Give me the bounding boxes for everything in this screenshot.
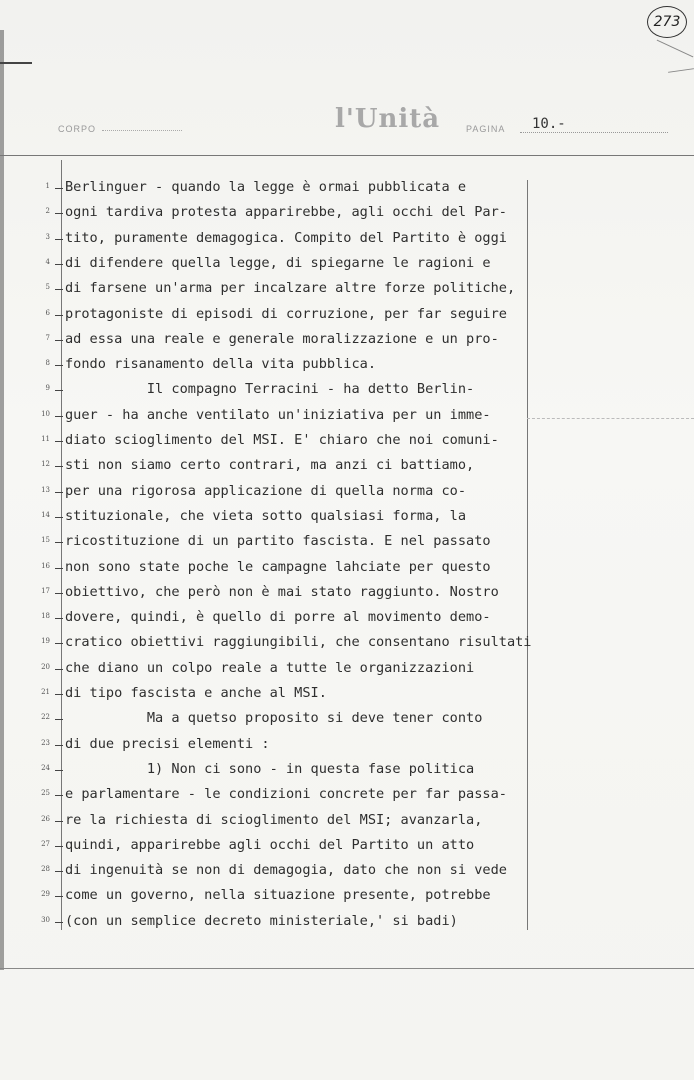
header-pagina-dotted-line: [520, 132, 668, 133]
text-line: [0, 532, 694, 554]
line-text: di ingenuità se non di demagogia, dato che non si vede: [65, 862, 507, 879]
line-text: (con un semplice decreto ministeriale,' si badi): [65, 912, 458, 929]
line-tick: [55, 213, 63, 214]
line-tick: [55, 390, 63, 391]
line-number: 1: [45, 182, 50, 190]
text-line: [0, 456, 694, 478]
line-text: 1) Non ci sono - in questa fase politica: [65, 760, 475, 777]
newspaper-masthead: l'Unità: [335, 104, 441, 134]
text-line: [0, 861, 694, 883]
line-text: ad essa una reale e generale moralizzazione e un pro-: [65, 330, 499, 347]
text-line: [0, 684, 694, 706]
text-line: [0, 583, 694, 605]
line-text: ricostituzione di un partito fascista. E nel passato: [65, 533, 491, 550]
line-text: come un governo, nella situazione presente, potrebbe: [65, 887, 491, 904]
text-line: [0, 406, 694, 428]
line-tick: [55, 492, 63, 493]
line-text: diato scioglimento del MSI. E' chiaro che noi comuni-: [65, 432, 499, 448]
line-number: 25: [41, 789, 50, 798]
text-line: [0, 633, 694, 655]
line-text: cratico obiettivi raggiungibili, che consentano risultati: [65, 634, 532, 651]
corner-mark: [657, 40, 694, 58]
line-number: 4: [45, 257, 50, 266]
line-number: 8: [45, 359, 50, 368]
line-tick: [55, 821, 63, 822]
line-number: 26: [41, 814, 50, 823]
text-line: [0, 811, 694, 833]
text-line: [0, 659, 694, 681]
text-line: [0, 254, 694, 276]
line-text: di difendere quella legge, di spiegarne le ragioni e: [65, 254, 491, 271]
line-number: 9: [45, 384, 50, 393]
line-text: stituzionale, che vieta sotto qualsiasi forma, la: [65, 507, 467, 524]
header-rule: [0, 155, 694, 156]
line-tick: [55, 846, 63, 847]
top-left-dash: [0, 62, 32, 64]
text-line: [0, 305, 694, 327]
line-tick: [55, 896, 63, 897]
line-text: per una rigorosa applicazione di quella norma co-: [65, 482, 467, 499]
line-number: 18: [41, 612, 50, 621]
header-corpo-label: CORPO: [58, 124, 97, 134]
line-text: Il compagno Terracini - ha detto Berlin-: [65, 381, 475, 398]
line-number: 27: [41, 839, 50, 848]
line-number: 14: [41, 510, 50, 519]
line-text: fondo risanamento della vita pubblica.: [65, 356, 376, 373]
line-number: 15: [41, 536, 50, 545]
line-tick: [55, 669, 63, 670]
line-text: non sono state poche le campagne lahciate per questo: [65, 558, 491, 575]
text-line: [0, 709, 694, 731]
text-line: [0, 886, 694, 908]
line-number: 7: [45, 333, 50, 342]
line-text: ogni tardiva protesta apparirebbe, agli occhi del Par-: [65, 204, 507, 221]
text-line: [0, 735, 694, 757]
line-number: 6: [45, 308, 50, 317]
line-text: di tipo fascista e anche al MSI.: [65, 685, 327, 701]
line-tick: [55, 188, 63, 189]
line-number: 11: [41, 435, 50, 443]
header-page-value: 10.-: [532, 116, 566, 132]
line-text: di due precisi elementi :: [65, 735, 270, 752]
line-number: 3: [45, 232, 50, 241]
line-number: 24: [41, 763, 50, 772]
line-text: quindi, apparirebbe agli occhi del Partito un atto: [65, 836, 475, 853]
line-number: 13: [41, 485, 50, 494]
line-number: 17: [41, 586, 50, 595]
line-text: re la richiesta di scioglimento del MSI; avanzarla,: [65, 811, 483, 828]
line-number: 23: [41, 738, 50, 747]
text-line: [0, 330, 694, 352]
line-number: 10: [41, 409, 50, 418]
line-number: 28: [41, 865, 50, 874]
text-line: [0, 507, 694, 529]
text-line: [0, 431, 694, 453]
text-line: [0, 785, 694, 807]
line-number: 21: [41, 688, 50, 696]
line-number: 22: [41, 713, 50, 722]
line-tick: [55, 441, 63, 442]
text-line: [0, 178, 694, 200]
line-text: obiettivo, che però non è mai stato raggiunto. Nostro: [65, 583, 499, 600]
text-line: [0, 355, 694, 377]
text-line: [0, 203, 694, 225]
line-tick: [55, 618, 63, 619]
line-tick: [55, 719, 63, 720]
line-tick: [55, 416, 63, 417]
line-text: di farsene un'arma per incalzare altre forze politiche,: [65, 280, 516, 297]
line-tick: [55, 694, 63, 695]
line-tick: [55, 340, 63, 341]
line-text: sti non siamo certo contrari, ma anzi ci battiamo,: [65, 457, 475, 474]
text-line: [0, 608, 694, 630]
text-line: [0, 836, 694, 858]
text-line: [0, 482, 694, 504]
line-tick: [55, 593, 63, 594]
bottom-rule: [0, 968, 694, 969]
line-tick: [55, 871, 63, 872]
handwritten-page-number: 273: [647, 6, 687, 38]
line-tick: [55, 264, 63, 265]
header-pagina-label: PAGINA: [466, 124, 506, 134]
line-tick: [55, 466, 63, 467]
line-tick: [55, 922, 63, 923]
line-tick: [55, 770, 63, 771]
line-tick: [55, 542, 63, 543]
line-number: 2: [45, 207, 50, 216]
line-text: dovere, quindi, è quello di porre al movimento demo-: [65, 609, 491, 626]
line-tick: [55, 365, 63, 366]
line-tick: [55, 517, 63, 518]
text-line: [0, 279, 694, 301]
line-text: guer - ha anche ventilato un'iniziativa per un imme-: [65, 406, 491, 423]
text-line: [0, 558, 694, 580]
line-number: 16: [41, 561, 50, 570]
line-number: 29: [41, 890, 50, 899]
header-corpo-dotted-line: [102, 130, 182, 131]
line-tick: [55, 315, 63, 316]
line-tick: [55, 643, 63, 644]
line-number: 20: [41, 662, 50, 671]
text-line: [0, 229, 694, 251]
line-text: Ma a quetso proposito si deve tener conto: [65, 710, 483, 727]
line-number: 5: [45, 283, 50, 292]
line-number: 12: [41, 460, 50, 469]
text-line: [0, 380, 694, 402]
line-tick: [55, 289, 63, 290]
text-line: [0, 912, 694, 934]
corner-mark: [668, 68, 694, 73]
line-tick: [55, 568, 63, 569]
line-text: Berlinguer - quando la legge è ormai pubblicata e: [65, 179, 467, 195]
line-number: 30: [41, 915, 50, 924]
line-tick: [55, 745, 63, 746]
line-text: tito, puramente demagogica. Compito del Partito è oggi: [65, 229, 507, 246]
line-text: protagoniste di episodi di corruzione, per far seguire: [65, 305, 507, 322]
text-line: [0, 760, 694, 782]
line-tick: [55, 239, 63, 240]
line-text: e parlamentare - le condizioni concrete per far passa-: [65, 786, 507, 803]
line-text: che diano un colpo reale a tutte le organizzazioni: [65, 659, 475, 676]
line-number: 19: [41, 637, 50, 646]
line-tick: [55, 795, 63, 796]
